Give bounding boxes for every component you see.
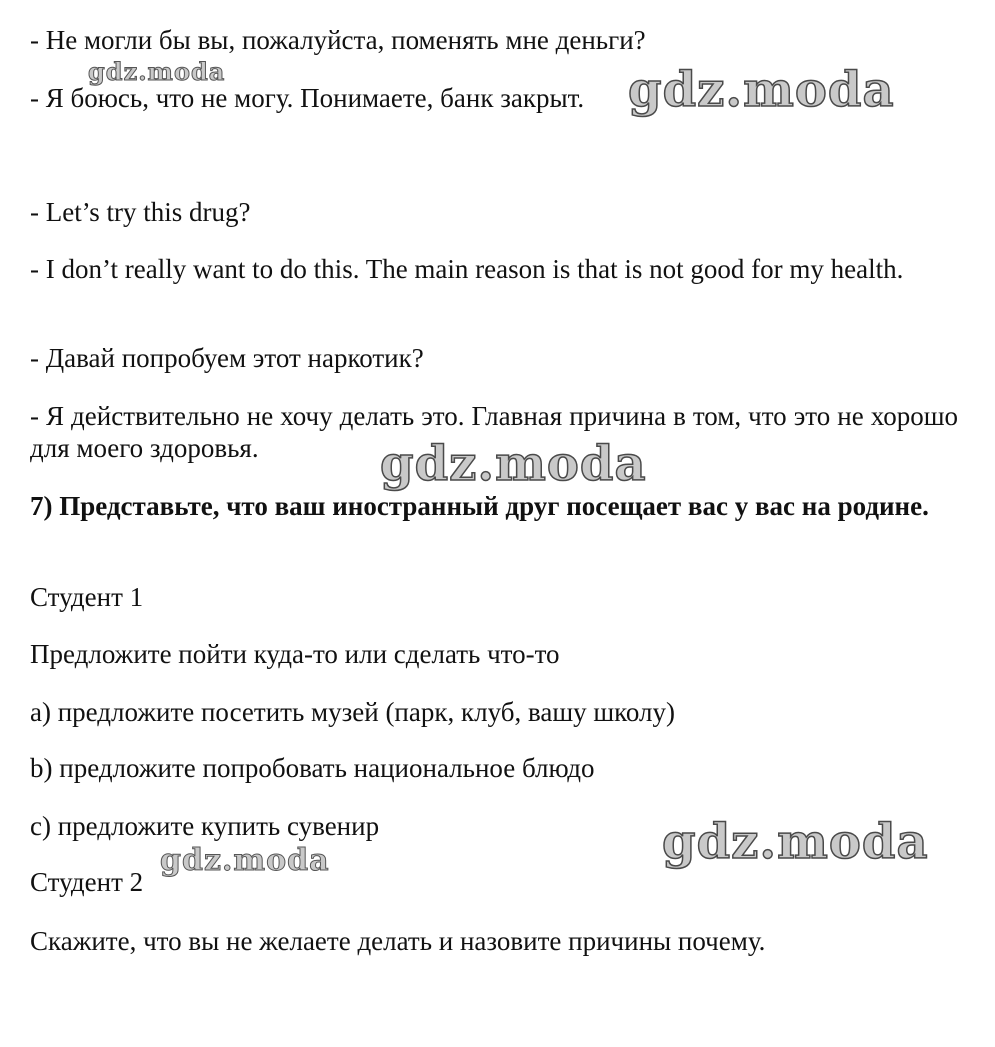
dialog1-line2: - Я боюсь, что не могу. Понимаете, банк закрыт. bbox=[30, 83, 585, 113]
dialog2-line2: - I don’t really want to do this. The main reason is that is not good for my health. bbox=[30, 254, 904, 284]
watermark-logo: gdz.moda bbox=[160, 843, 330, 878]
option-c: c) предложите купить сувенир bbox=[30, 811, 380, 841]
dialog2-line1: - Let’s try this drug? bbox=[30, 197, 251, 227]
dialog1-line1: - Не могли бы вы, пожалуйста, поменять мне деньги? bbox=[30, 25, 646, 55]
task7-heading: 7) Представьте, что ваш иностранный друг посещает вас у вас на родине. bbox=[30, 491, 929, 521]
student2-label: Студент 2 bbox=[30, 867, 144, 897]
option-a: a) предложите посетить музей (парк, клуб, вашу школу) bbox=[30, 697, 676, 727]
dialog2-line3: - Давай попробуем этот наркотик? bbox=[30, 343, 424, 373]
student1-label: Студент 1 bbox=[30, 582, 144, 612]
watermark-logo: gdz.moda bbox=[88, 57, 226, 86]
watermark-logo: gdz.moda bbox=[380, 436, 647, 492]
watermark-logo: gdz.moda bbox=[628, 62, 895, 118]
instruction1: Предложите пойти куда-то или сделать что-то bbox=[30, 639, 560, 669]
instruction2: Скажите, что вы не желаете делать и назовите причины почему. bbox=[30, 926, 766, 956]
dialog2-line4: - Я действительно не хочу делать это. Главная причина в том, что это не хорошо для моего здоровья. bbox=[30, 401, 958, 463]
watermark-logo: gdz.moda bbox=[662, 814, 929, 870]
option-b: b) предложите попробовать национальное блюдо bbox=[30, 753, 595, 783]
